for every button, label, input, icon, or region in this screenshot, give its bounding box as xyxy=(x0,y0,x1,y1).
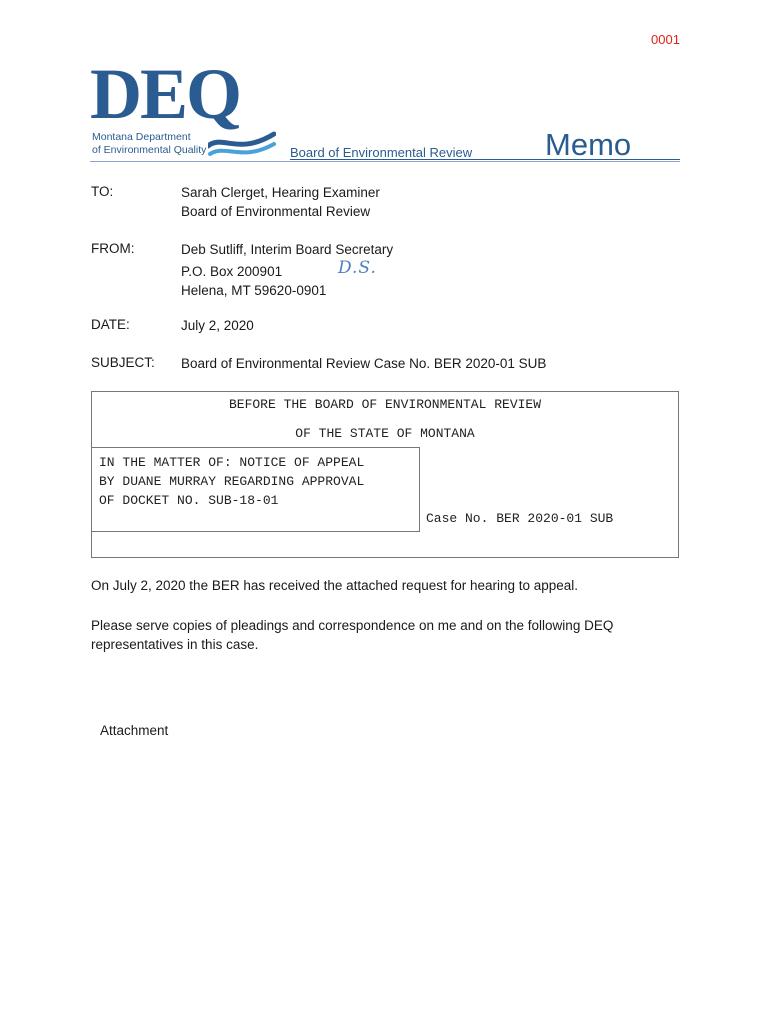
subject-label: SUBJECT: xyxy=(91,355,155,370)
case-caption-box xyxy=(91,391,679,558)
wave-icon xyxy=(208,126,276,158)
logo-department-line: Montana Department xyxy=(92,131,191,143)
subject-value: Board of Environmental Review Case No. BER 2020-01 SUB xyxy=(181,356,547,371)
to-line: Sarah Clerget, Hearing Examiner xyxy=(181,185,380,200)
from-label: FROM: xyxy=(91,241,135,256)
header-rule-secondary xyxy=(90,161,680,162)
page-number: 0001 xyxy=(651,32,680,47)
signature-initials: D.S. xyxy=(338,258,377,278)
to-line: Board of Environmental Review xyxy=(181,204,371,219)
from-line: Helena, MT 59620-0901 xyxy=(181,283,327,298)
attachment-label: Attachment xyxy=(100,723,169,738)
date-value: July 2, 2020 xyxy=(181,318,254,333)
body-paragraph-2-line: Please serve copies of pleadings and correspondence on me and on the following DEQ xyxy=(91,618,614,633)
matter-line: BY DUANE MURRAY REGARDING APPROVAL xyxy=(99,474,365,489)
caption-state-line: OF THE STATE OF MONTANA xyxy=(295,426,475,441)
deq-logo xyxy=(90,54,280,161)
logo-letters: DEQ xyxy=(90,54,241,134)
matter-line: OF DOCKET NO. SUB-18-01 xyxy=(99,493,279,508)
matter-line: IN THE MATTER OF: NOTICE OF APPEAL xyxy=(99,455,365,470)
case-number: Case No. BER 2020-01 SUB xyxy=(426,511,614,526)
caption-board-line: BEFORE THE BOARD OF ENVIRONMENTAL REVIEW xyxy=(228,397,542,412)
to-label: TO: xyxy=(91,184,114,199)
memo-title: Memo xyxy=(545,127,632,162)
logo-quality-line: of Environmental Quality xyxy=(92,144,207,156)
body-paragraph-2-line: representatives in this case. xyxy=(91,637,259,652)
body-paragraph-2 xyxy=(91,616,651,654)
date-label: DATE: xyxy=(91,317,130,332)
matter-box xyxy=(92,447,420,532)
from-line: Deb Sutliff, Interim Board Secretary xyxy=(181,242,394,257)
header-rule xyxy=(290,159,680,160)
from-line: P.O. Box 200901 xyxy=(181,264,283,279)
header-organization: Board of Environmental Review xyxy=(290,145,473,160)
body-paragraph-1: On July 2, 2020 the BER has received the attached request for hearing to appeal. xyxy=(91,578,579,593)
to-value xyxy=(181,183,380,221)
